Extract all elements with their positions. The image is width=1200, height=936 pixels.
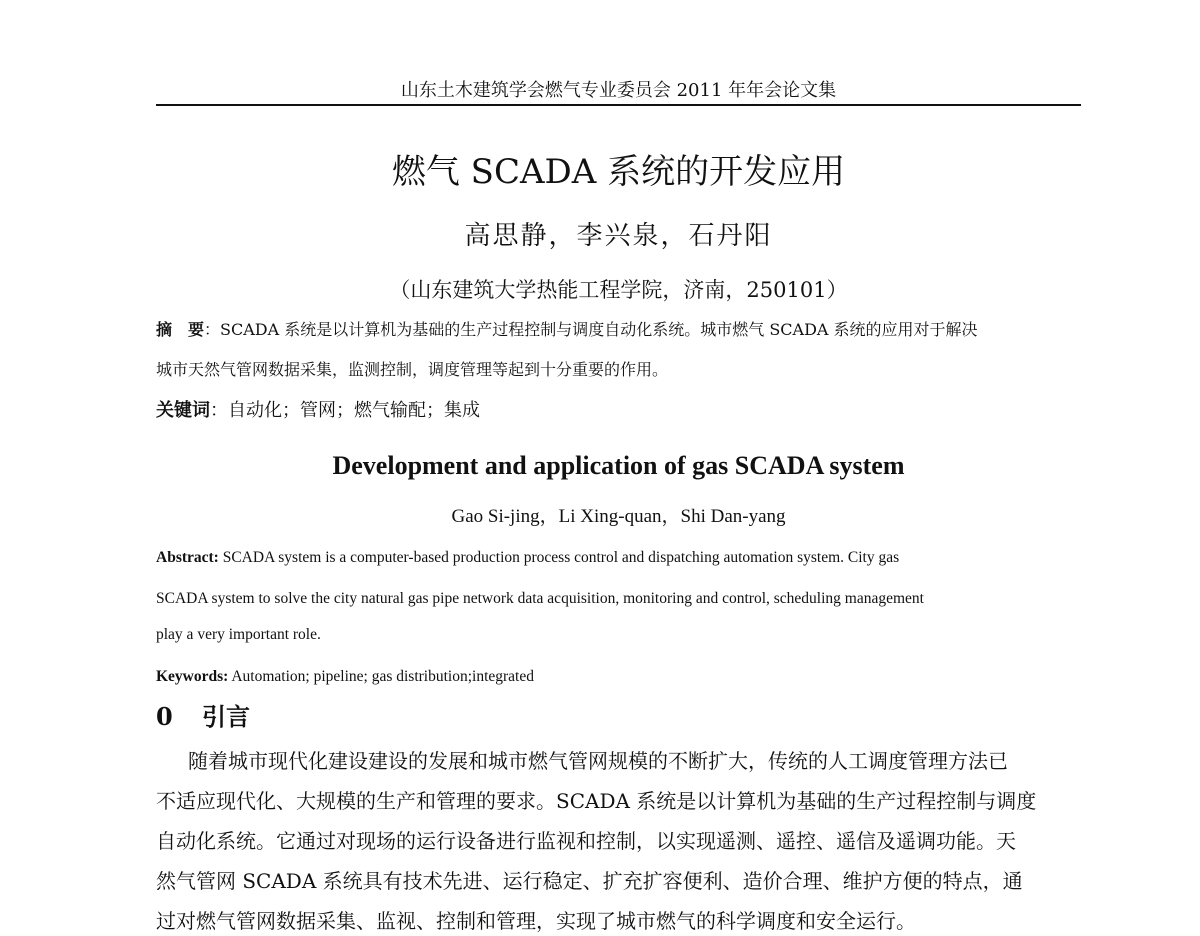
abstract-cn-line-1 — [156, 318, 1081, 342]
body-line-5: 过对燃气管网数据采集、监视、控制和管理，实现了城市燃气的科学调度和安全运行。 — [156, 909, 916, 933]
affiliation-cn: （山东建筑大学热能工程学院，济南，250101） — [389, 278, 848, 302]
keywords-cn-label: 关键词 — [156, 400, 210, 421]
proceedings-header: 山东土木建筑学会燃气专业委员会 2011 年年会论文集 — [400, 80, 837, 101]
keywords-en-label: Keywords: — [156, 668, 229, 685]
paper-title-cn: 燃气 SCADA 系统的开发应用 — [391, 152, 846, 192]
abstract-en-line-3: play a very important role. — [156, 626, 321, 643]
abstract-en-label: Abstract: — [156, 549, 219, 566]
abstract-cn-text-1: ：SCADA 系统是以计算机为基础的生产过程控制与调度自动化系统。城市燃气 SCADA 系统的应用对于解决 — [204, 320, 978, 339]
abstract-en-line-1 — [156, 547, 1081, 569]
authors-en: Gao Si-jing，Li Xing-quan，Shi Dan-yang — [451, 506, 786, 527]
abstract-cn-label: 摘 要 — [156, 320, 205, 339]
section-heading-introduction — [156, 700, 250, 734]
body-line-3: 自动化系统。它通过对现场的运行设备进行监视和控制，以实现遥测、遥控、遥信及遥调功能。天 — [156, 829, 1016, 853]
body-line-4: 然气管网 SCADA 系统具有技术先进、运行稳定、扩充扩容便利、造价合理、维护方便的特点，通 — [156, 869, 1023, 893]
authors-cn: 高思静，李兴泉，石丹阳 — [464, 221, 773, 251]
header-rule — [156, 104, 1081, 106]
section-number: 0 — [156, 702, 173, 731]
body-line-2: 不适应现代化、大规模的生产和管理的要求。SCADA 系统是以计算机为基础的生产过程控制与调度 — [156, 789, 1037, 813]
keywords-cn-text: ：自动化；管网；燃气输配；集成 — [210, 400, 480, 421]
section-title: 引言 — [202, 702, 250, 731]
paper-title-en: Development and application of gas SCADA system — [332, 451, 905, 480]
abstract-cn-line-2: 城市天然气管网数据采集，监测控制，调度管理等起到十分重要的作用。 — [156, 360, 669, 379]
body-line-1: 随着城市现代化建设建设的发展和城市燃气管网规模的不断扩大，传统的人工调度管理方法已 — [188, 749, 1008, 773]
abstract-en-line-2: SCADA system to solve the city natural gas pipe network data acquisition, monitoring and control, scheduling management — [156, 590, 924, 607]
keywords-en — [156, 666, 1081, 688]
abstract-en-text-1: SCADA system is a computer-based production process control and dispatching automation system. City gas — [218, 549, 900, 566]
keywords-cn — [156, 398, 1081, 424]
keywords-en-text: Automation; pipeline; gas distribution;integrated — [228, 668, 534, 685]
